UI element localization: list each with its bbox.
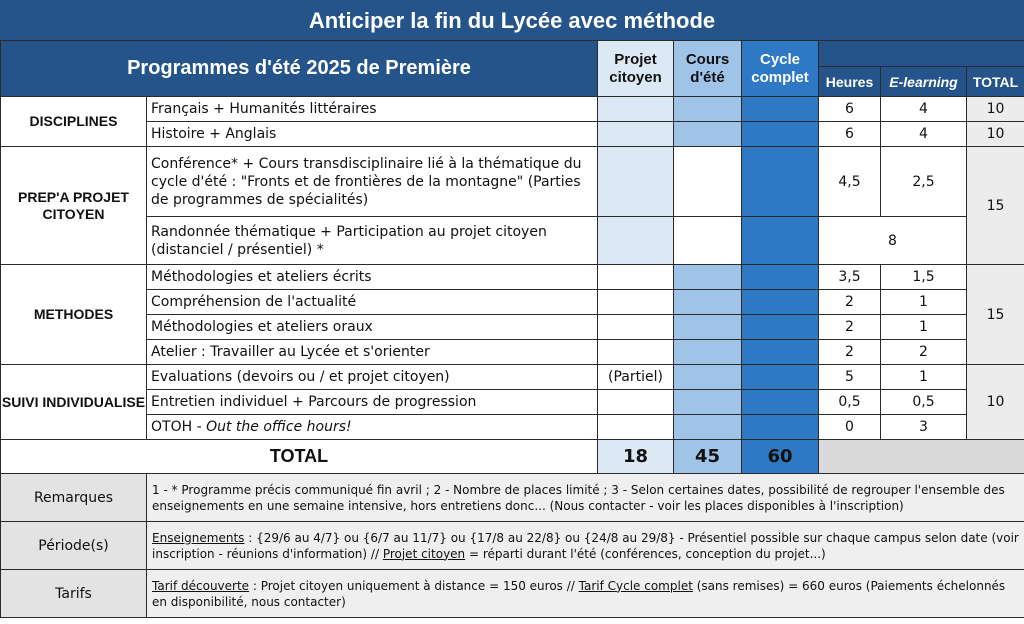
cell-projet <box>598 217 674 265</box>
header-spacer <box>819 41 1024 67</box>
cell-projet <box>598 290 674 315</box>
cell-cycle <box>742 290 819 315</box>
page-title: Anticiper la fin du Lycée avec méthode <box>0 0 1024 40</box>
table-row <box>1 122 1024 147</box>
table-row <box>1 390 1024 415</box>
table-row <box>1 315 1024 340</box>
enseignements-text: : {29/6 au 4/7} ou {6/7 au 11/7} ou {17/8 au 22/8} ou {24/8 au 29/8} - Présentiel possible sur chaque campus selon date (voir inscription - réunions d'information) // <box>152 530 1019 561</box>
tarifs-text <box>147 570 1024 618</box>
cell-cours <box>674 315 742 340</box>
cell-cours <box>674 340 742 365</box>
cell-elearning: 1 <box>881 315 967 340</box>
row-label: Evaluations (devoirs ou / et projet citoyen) <box>147 365 598 390</box>
projet-text: = réparti durant l'été (conférences, conception du projet...) <box>465 546 826 561</box>
tarifs-label: Tarifs <box>1 570 147 618</box>
cell-cycle <box>742 217 819 265</box>
total-cours: 45 <box>674 440 742 474</box>
col-elearning: E-learning <box>881 67 967 97</box>
cell-total: 15 <box>967 265 1024 365</box>
col-total: TOTAL <box>967 67 1024 97</box>
tarif-decouverte-text: : Projet citoyen uniquement à distance = 150 euros // <box>249 578 579 593</box>
cell-heures: 2 <box>819 290 881 315</box>
cell-projet <box>598 340 674 365</box>
remarques-label: Remarques <box>1 474 147 522</box>
cell-cycle <box>742 315 819 340</box>
otoh-italic: Out the office hours! <box>206 419 352 435</box>
cell-elearning: 1 <box>881 290 967 315</box>
cell-elearning: 2 <box>881 340 967 365</box>
cell-cycle <box>742 97 819 122</box>
table-row <box>1 290 1024 315</box>
cell-heures: 6 <box>819 97 881 122</box>
cell-total: 10 <box>967 122 1024 147</box>
cell-cours <box>674 390 742 415</box>
section-methodes: METHODES <box>1 265 147 365</box>
cell-projet <box>598 315 674 340</box>
row-label: Conférence* + Cours transdisciplinaire lié à la thématique du cycle d'été : "Fronts et de frontières de la montagne" (Parties de programmes de spécialités) <box>147 147 598 217</box>
cell-elearning: 2,5 <box>881 147 967 217</box>
table-row <box>1 217 1024 265</box>
tarif-decouverte-label: Tarif découverte <box>152 578 250 593</box>
row-label: Randonnée thématique + Participation au projet citoyen (distanciel / présentiel) * <box>147 217 598 265</box>
section-prepa-projet: PREP'A PROJET CITOYEN <box>1 147 147 265</box>
cell-projet <box>598 122 674 147</box>
program-header: Programmes d'été 2025 de Première <box>1 41 598 97</box>
remarques-row <box>1 474 1024 522</box>
cell-projet <box>598 265 674 290</box>
cell-cours <box>674 147 742 217</box>
cell-elearning: 4 <box>881 97 967 122</box>
tarifs-row <box>1 570 1024 618</box>
tarif-cycle-text: (sans remises) = 660 euros (Paiements échelonnés en disponibilité, nous contacter) <box>152 578 1006 609</box>
col-cycle-complet: Cycle complet <box>742 41 819 97</box>
program-table <box>0 40 1024 618</box>
cell-cycle <box>742 415 819 440</box>
cell-projet: (Partiel) <box>598 365 674 390</box>
table-row <box>1 265 1024 290</box>
cell-heures: 3,5 <box>819 265 881 290</box>
row-label: Entretien individuel + Parcours de progression <box>147 390 598 415</box>
cell-heures-merged: 8 <box>819 217 967 265</box>
col-cours-ete: Cours d'été <box>674 41 742 97</box>
cell-heures: 6 <box>819 122 881 147</box>
cell-cycle <box>742 265 819 290</box>
cell-total: 10 <box>967 365 1024 440</box>
col-heures: Heures <box>819 67 881 97</box>
enseignements-label: Enseignements <box>152 530 245 545</box>
cell-total: 15 <box>967 147 1024 265</box>
total-cycle: 60 <box>742 440 819 474</box>
projet-label: Projet citoyen <box>382 546 466 561</box>
row-label: Atelier : Travailler au Lycée et s'orienter <box>147 340 598 365</box>
table-row <box>1 147 1024 217</box>
cell-elearning: 1,5 <box>881 265 967 290</box>
cell-cycle <box>742 122 819 147</box>
cell-total: 10 <box>967 97 1024 122</box>
cell-cours <box>674 217 742 265</box>
cell-projet <box>598 415 674 440</box>
cell-projet <box>598 390 674 415</box>
totals-row <box>1 440 1024 474</box>
section-disciplines: DISCIPLINES <box>1 97 147 147</box>
cell-projet <box>598 147 674 217</box>
table-row <box>1 340 1024 365</box>
cell-cours <box>674 415 742 440</box>
total-projet: 18 <box>598 440 674 474</box>
row-label <box>147 415 598 440</box>
row-label: Français + Humanités littéraires <box>147 97 598 122</box>
totals-label: TOTAL <box>1 440 598 474</box>
remarques-text: 1 - * Programme précis communiqué fin avril ; 2 - Nombre de places limité ; 3 - Selon certaines dates, possibilité de regrouper l'ensemble des enseignements en une semaine intensive, hors entretiens donc... (Nous contacter - voir les places disponibles à l'inscription) <box>147 474 1024 522</box>
cell-heures: 0,5 <box>819 390 881 415</box>
col-projet-citoyen: Projet citoyen <box>598 41 674 97</box>
row-label: Méthodologies et ateliers écrits <box>147 265 598 290</box>
cell-cours <box>674 365 742 390</box>
cell-cycle <box>742 147 819 217</box>
table-row <box>1 97 1024 122</box>
cell-heures: 5 <box>819 365 881 390</box>
cell-cycle <box>742 390 819 415</box>
row-label: Histoire + Anglais <box>147 122 598 147</box>
table-row <box>1 415 1024 440</box>
totals-spacer <box>819 440 1024 474</box>
cell-heures: 2 <box>819 315 881 340</box>
cell-elearning: 0,5 <box>881 390 967 415</box>
cell-elearning: 1 <box>881 365 967 390</box>
section-suivi: SUIVI INDIVIDUALISE <box>1 365 147 440</box>
periode-label: Période(s) <box>1 522 147 570</box>
periode-row <box>1 522 1024 570</box>
cell-heures: 2 <box>819 340 881 365</box>
row-label: Méthodologies et ateliers oraux <box>147 315 598 340</box>
cell-heures: 4,5 <box>819 147 881 217</box>
cell-cours <box>674 265 742 290</box>
cell-cours <box>674 122 742 147</box>
cell-cycle <box>742 365 819 390</box>
cell-elearning: 3 <box>881 415 967 440</box>
cell-heures: 0 <box>819 415 881 440</box>
table-row <box>1 365 1024 390</box>
cell-cycle <box>742 340 819 365</box>
cell-cours <box>674 97 742 122</box>
tarif-cycle-label: Tarif Cycle complet <box>578 578 693 593</box>
periode-text <box>147 522 1024 570</box>
cell-projet <box>598 97 674 122</box>
otoh-prefix: OTOH - <box>151 419 207 435</box>
cell-cours <box>674 290 742 315</box>
cell-elearning: 4 <box>881 122 967 147</box>
row-label: Compréhension de l'actualité <box>147 290 598 315</box>
